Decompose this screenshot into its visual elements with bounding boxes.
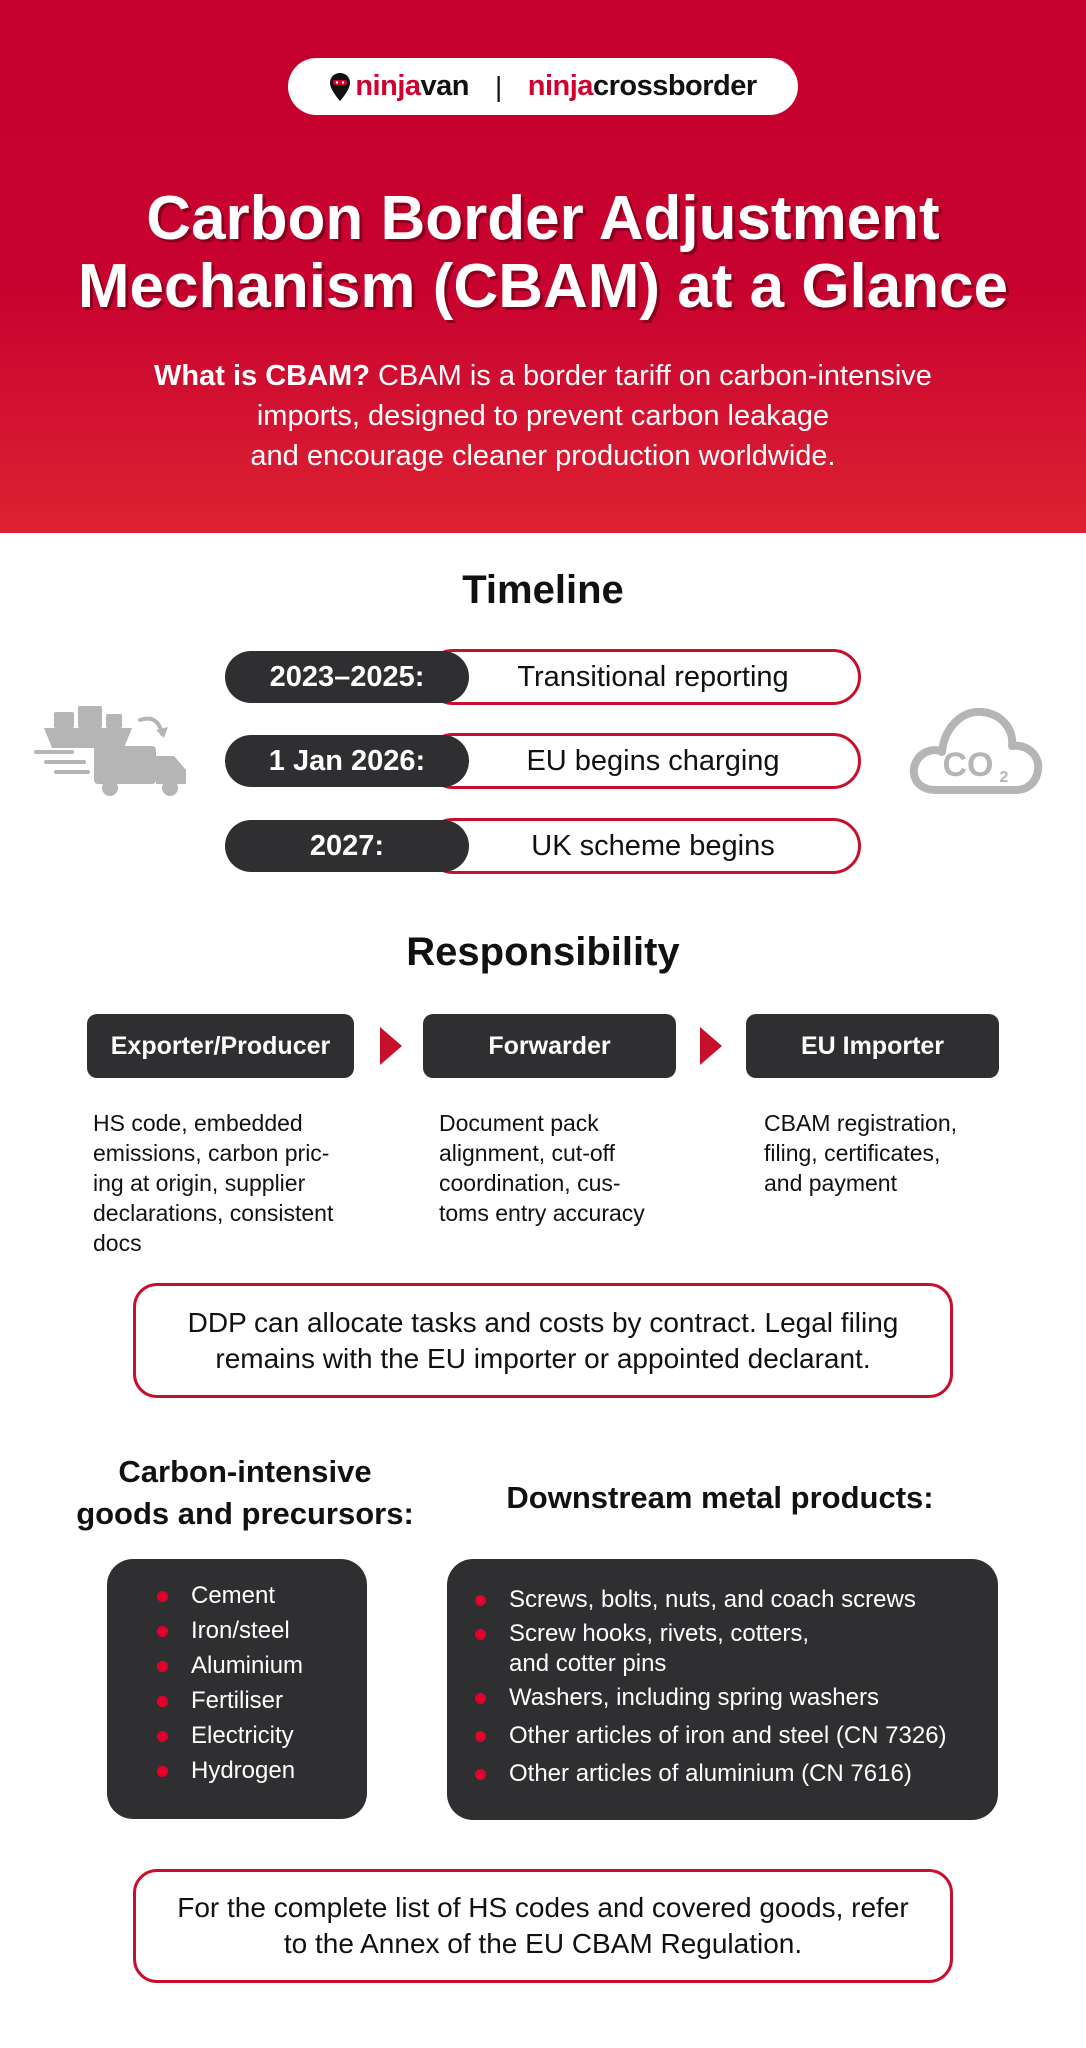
carbon-goods-list: [157, 1581, 303, 1786]
downstream-metal-title: Downstream metal products:: [506, 1480, 934, 1515]
timeline-event: UK scheme begins: [531, 829, 775, 862]
timeline-item: [225, 818, 861, 874]
list-item: Other articles of aluminium (CN 7616): [475, 1759, 985, 1789]
logo-left-part1: ninja: [355, 70, 421, 102]
carbon-goods-title-line-2: goods and precursors:: [76, 1496, 414, 1531]
list-item: Aluminium: [157, 1651, 303, 1681]
list-item: Washers, including spring washers: [475, 1683, 985, 1713]
forwarder-duties: [439, 1108, 699, 1228]
duty-line: filing, certificates,: [764, 1140, 941, 1166]
role-forwarder: Forwarder: [423, 1014, 676, 1078]
definition-line-2: imports, designed to prevent carbon leakage: [256, 400, 830, 432]
carbon-goods-title-line-1: Carbon-intensive: [118, 1454, 372, 1489]
list-item: Other articles of iron and steel (CN 7326): [475, 1721, 985, 1751]
downstream-metal-list: [475, 1585, 985, 1789]
duty-line: toms entry accuracy: [439, 1200, 645, 1226]
logo-bar: [288, 58, 798, 115]
timeline-item: [225, 649, 861, 705]
ddp-note-line-2: remains with the EU importer or appointed declarant.: [215, 1342, 871, 1374]
co2-cloud-icon: [906, 700, 1044, 800]
ninjacrossborder-logo: [528, 70, 757, 103]
list-item: Iron/steel: [157, 1616, 303, 1646]
timeline-date: 2023–2025:: [225, 651, 469, 703]
duty-line: docs: [93, 1230, 142, 1256]
page-title: [0, 185, 1086, 321]
ddp-note-line-1: DDP can allocate tasks and costs by contract. Legal filing: [187, 1306, 899, 1338]
timeline-event: Transitional reporting: [517, 660, 789, 693]
title-line-2: Mechanism (CBAM) at a Glance: [77, 252, 1009, 321]
hero-banner: [0, 0, 1086, 533]
list-item: Hydrogen: [157, 1756, 303, 1786]
timeline-event: EU begins charging: [526, 744, 780, 777]
carbon-goods-title: [60, 1451, 430, 1535]
list-item-line: Screw hooks, rivets, cotters,: [509, 1620, 810, 1647]
duty-line: ing at origin, supplier: [93, 1170, 306, 1196]
hs-note-line-1: For the complete list of HS codes and covered goods, refer: [177, 1892, 909, 1923]
hs-codes-note: [133, 1869, 953, 1983]
definition-line-1: CBAM is a border tariff on carbon-intensive: [369, 360, 932, 392]
duty-line: alignment, cut-off: [439, 1140, 616, 1166]
ship-truck-logistics-icon: [32, 700, 192, 800]
logo-right-part2: crossborder: [592, 70, 757, 102]
co2-subscript: 2: [999, 769, 1009, 786]
duty-line: HS code, embedded: [93, 1110, 303, 1136]
timeline-item: [225, 733, 861, 789]
duty-line: coordination, cus-: [439, 1170, 621, 1196]
importer-duties: [764, 1108, 1024, 1198]
ninjavan-logo: [329, 70, 469, 103]
timeline-title: Timeline: [462, 568, 624, 612]
definition-line-3: and encourage cleaner production worldwide.: [250, 440, 836, 472]
logo-right-part1: ninja: [527, 70, 593, 102]
definition-label: What is CBAM?: [154, 360, 370, 392]
duty-line: declarations, consistent: [93, 1200, 334, 1226]
logo-separator: |: [494, 70, 502, 102]
flow-arrow-icon: [700, 1027, 722, 1065]
co2-label: CO: [942, 746, 994, 784]
duty-line: CBAM registration,: [764, 1110, 958, 1136]
timeline-date: 1 Jan 2026:: [225, 735, 469, 787]
exporter-duties: [93, 1108, 383, 1258]
duty-line: and payment: [764, 1170, 897, 1196]
logo-left-part2: van: [420, 70, 469, 102]
list-item: Cement: [157, 1581, 303, 1611]
list-item: Fertiliser: [157, 1686, 303, 1716]
timeline-date: 2027:: [225, 820, 469, 872]
carbon-goods-card: [107, 1559, 367, 1819]
role-exporter-producer: Exporter/Producer: [87, 1014, 354, 1078]
downstream-metal-card: [447, 1559, 998, 1820]
hs-note-line-2: to the Annex of the EU CBAM Regulation.: [283, 1928, 803, 1959]
list-item: Electricity: [157, 1721, 303, 1751]
list-item: [475, 1619, 985, 1679]
role-eu-importer: EU Importer: [746, 1014, 999, 1078]
duty-line: emissions, carbon pric-: [93, 1140, 330, 1166]
duty-line: Document pack: [439, 1110, 599, 1136]
cbam-definition: [60, 356, 1026, 476]
list-item-line: and cotter pins: [509, 1650, 667, 1677]
responsibility-title: Responsibility: [406, 930, 680, 974]
list-item: Screws, bolts, nuts, and coach screws: [475, 1585, 985, 1615]
ddp-note: [133, 1283, 953, 1398]
flow-arrow-icon: [380, 1027, 402, 1065]
ninja-pin-icon: [329, 72, 351, 102]
title-line-1: Carbon Border Adjustment: [146, 184, 940, 253]
